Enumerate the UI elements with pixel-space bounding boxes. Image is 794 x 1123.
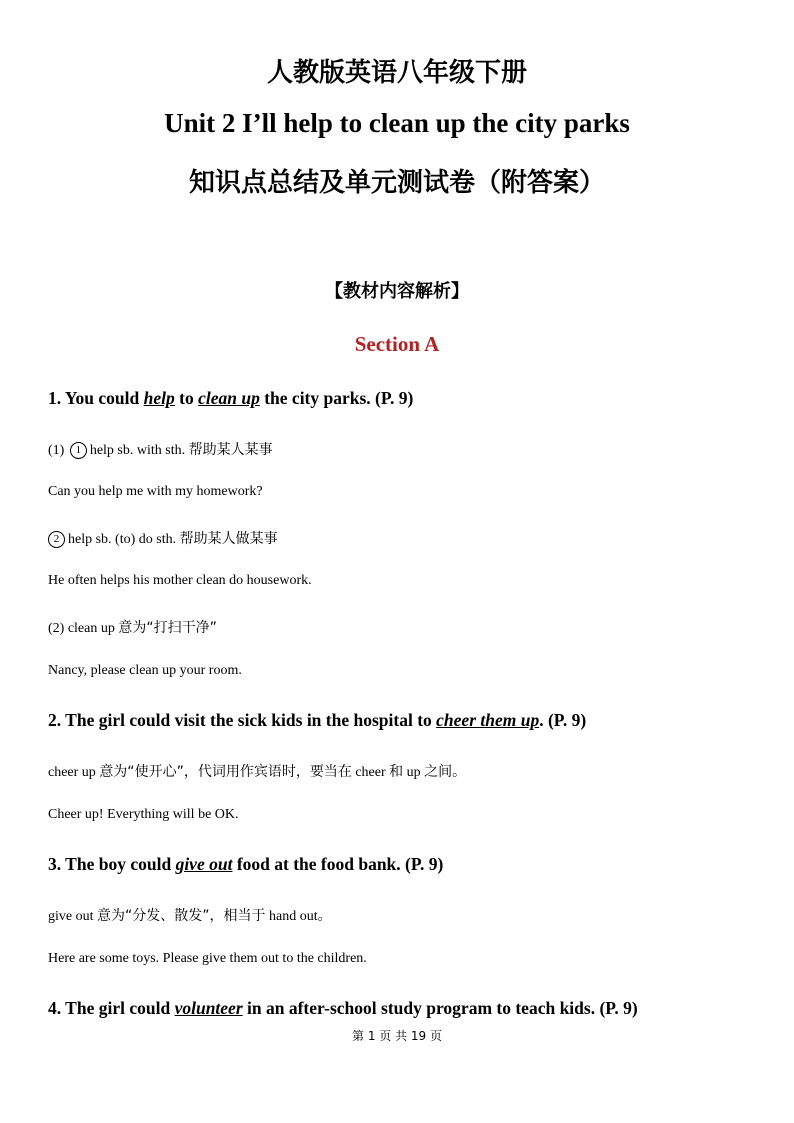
q4-text-post: in an after-school study program to teach kids. (P. 9): [242, 998, 638, 1018]
q1-text-post: the city parks. (P. 9): [259, 388, 414, 408]
note-3-en: (2) clean up: [48, 621, 119, 636]
note-2-en: help sb. (to) do sth.: [68, 532, 180, 547]
note-5-zh1: 意为“分发、散发”，相当于: [97, 908, 266, 924]
example-line-2: He often helps his mother clean do housework.: [48, 573, 312, 588]
q2-text-pre: 2. The girl could visit the sick kids in the hospital to: [48, 710, 437, 730]
note-5-zh2: 。: [317, 908, 332, 924]
q4-keyword: volunteer: [174, 998, 243, 1018]
example-line-1: Can you help me with my homework?: [48, 484, 263, 499]
question-2: [48, 710, 586, 731]
example-line-4: Cheer up! Everything will be OK.: [48, 807, 239, 822]
note-4-en3: up: [403, 765, 425, 780]
example-line-3: Nancy, please clean up your room.: [48, 663, 242, 678]
q1-keyword-help: help: [143, 388, 175, 408]
question-4: [48, 998, 638, 1019]
note-5-en1: give out: [48, 909, 97, 924]
note-line-5: [48, 905, 332, 925]
note-4-zh1: 意为“使开心”，代词用作宾语时，要当在: [99, 764, 352, 780]
q2-keyword: cheer them up: [436, 710, 540, 730]
note-5-en2: hand out: [265, 909, 318, 924]
circled-number-1: 1: [70, 442, 87, 459]
note-4-en2: cheer: [351, 765, 390, 780]
title-cn-line1: 人教版英语八年级下册: [266, 58, 527, 88]
note-line-3: [48, 617, 217, 637]
q1-keyword-clean-up: clean up: [198, 388, 260, 408]
q2-text-post: . (P. 9): [539, 710, 587, 730]
example-line-5: Here are some toys. Please give them out to the children.: [48, 951, 367, 966]
section-heading: 【教材内容解析】: [325, 281, 469, 302]
note-4-zh3: 之间。: [424, 764, 467, 780]
q1-text-pre: 1. You could: [48, 388, 144, 408]
q3-text-post: food at the food bank. (P. 9): [232, 854, 444, 874]
question-3: [48, 854, 443, 875]
q3-text-pre: 3. The boy could: [48, 854, 176, 874]
note-1-lead: (1): [48, 443, 68, 458]
section-title: Section A: [354, 332, 440, 356]
title-cn-line2: 知识点总结及单元测试卷（附答案）: [188, 168, 605, 198]
note-line-2: [48, 528, 278, 548]
note-1-zh: 帮助某人某事: [188, 442, 273, 458]
note-3-zh: 意为“打扫干净”: [118, 620, 217, 636]
q1-text-mid: to: [174, 388, 199, 408]
page-footer: 第 1 页 共 19 页: [352, 1029, 442, 1043]
note-2-zh: 帮助某人做某事: [179, 531, 278, 547]
circled-number-2: 2: [48, 531, 65, 548]
note-4-zh2: 和: [389, 764, 404, 780]
title-en-line: Unit 2 I’ll help to clean up the city parks: [164, 108, 630, 138]
note-4-en1: cheer up: [48, 765, 100, 780]
question-1: [48, 388, 413, 409]
note-line-1: [48, 439, 273, 459]
note-1-en: help sb. with sth.: [89, 443, 189, 458]
q4-text-pre: 4. The girl could: [48, 998, 175, 1018]
note-line-4: [48, 761, 466, 781]
q3-keyword: give out: [175, 854, 233, 874]
